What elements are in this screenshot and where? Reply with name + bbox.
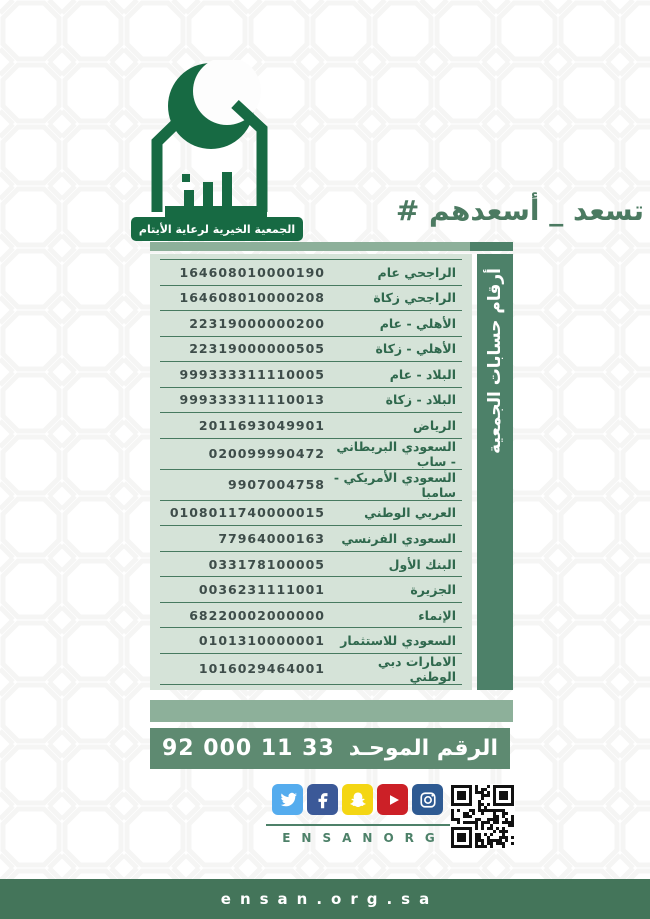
table-row <box>160 551 462 577</box>
facebook-icon[interactable] <box>307 784 338 815</box>
account-number: 033178100005 <box>208 556 325 572</box>
social-handle: ENSANORG <box>282 831 446 845</box>
account-number: 999333311110005 <box>179 366 325 382</box>
accounts-side-tab <box>477 254 513 690</box>
bank-name: الرياض <box>413 417 456 433</box>
table-row <box>160 285 462 311</box>
unified-number-value: 92 000 11 33 <box>162 736 335 761</box>
instagram-icon[interactable] <box>412 784 443 815</box>
account-number: 0101310000001 <box>198 633 325 649</box>
account-number: 020099990472 <box>208 446 325 462</box>
account-number: 77964000163 <box>218 531 325 547</box>
account-number: 22319000000200 <box>189 315 325 331</box>
accent-bar <box>150 242 513 251</box>
bank-name: البنك الأول <box>388 556 456 572</box>
account-number: 22319000000505 <box>189 341 325 357</box>
side-tab-title: أرقام حسابات الجمعية <box>485 268 505 454</box>
table-row <box>160 310 462 336</box>
account-number: 2011693049901 <box>198 417 325 433</box>
snapchat-icon[interactable] <box>342 784 373 815</box>
table-row <box>160 500 462 526</box>
ensan-wordmark <box>165 172 267 217</box>
logo-banner <box>131 217 303 241</box>
qr-code <box>450 784 515 849</box>
table-row <box>160 525 462 551</box>
bank-name: الأهلي - زكاة <box>375 341 456 357</box>
account-number: 164608010000208 <box>179 290 325 306</box>
website-url[interactable]: ensan.org.sa <box>220 890 439 908</box>
table-row <box>160 438 462 469</box>
account-number: 0036231111001 <box>198 582 325 598</box>
table-row <box>160 387 462 413</box>
table-row <box>160 653 462 684</box>
table-row <box>160 627 462 653</box>
table-row <box>160 361 462 387</box>
account-number: 164608010000190 <box>179 264 325 280</box>
bank-name: الراجحي عام <box>377 264 456 280</box>
bank-name: السعودي الفرنسي <box>341 531 456 547</box>
social-divider-line <box>266 824 451 826</box>
bank-name: البلاد - زكاة <box>385 392 456 408</box>
table-row <box>160 336 462 362</box>
unified-number-bar <box>150 728 510 769</box>
footer-bar <box>0 879 650 919</box>
bank-name: السعودي البريطاني - ساب <box>336 438 456 469</box>
bank-name: العربي الوطني <box>364 505 456 521</box>
youtube-icon[interactable] <box>377 784 408 815</box>
campaign-hashtag: # أسعدهم ‎_‎ تسعد <box>395 194 644 227</box>
table-row <box>160 602 462 628</box>
bank-name: السعودي الأمريكي - سامبا <box>333 469 456 500</box>
accent-bar-dark-tip <box>470 242 513 251</box>
account-number: 1016029464001 <box>198 661 325 677</box>
charity-logo <box>132 60 310 218</box>
table-row <box>160 576 462 602</box>
bank-name: الامارات دبي الوطني <box>377 653 456 684</box>
accounts-rows <box>160 259 462 685</box>
account-number: 9907004758 <box>228 477 325 493</box>
bank-name: الراجحي زكاة <box>373 290 456 306</box>
account-number: 0108011740000015 <box>169 505 325 521</box>
accounts-table <box>150 254 472 690</box>
unified-number-label: الرقم الموحـد <box>348 736 498 761</box>
bank-name: البلاد - عام <box>389 366 456 382</box>
twitter-icon[interactable] <box>272 784 303 815</box>
account-number: 999333311110013 <box>179 392 325 408</box>
table-row <box>160 469 462 500</box>
crescent-icon <box>168 60 261 149</box>
bank-name: السعودي للاستثمار <box>340 633 456 649</box>
table-row <box>160 260 462 285</box>
table-row <box>160 412 462 438</box>
bank-name: الأهلي - عام <box>379 315 456 331</box>
bank-name: الجزيرة <box>410 582 456 598</box>
bank-name: الإنماء <box>418 607 456 623</box>
account-number: 68220002000000 <box>189 607 325 623</box>
logo-banner-text: الجمعية الخيرية لرعاية الأيتام <box>138 222 296 236</box>
divider-bar <box>150 700 513 722</box>
social-icons-row <box>272 784 443 815</box>
